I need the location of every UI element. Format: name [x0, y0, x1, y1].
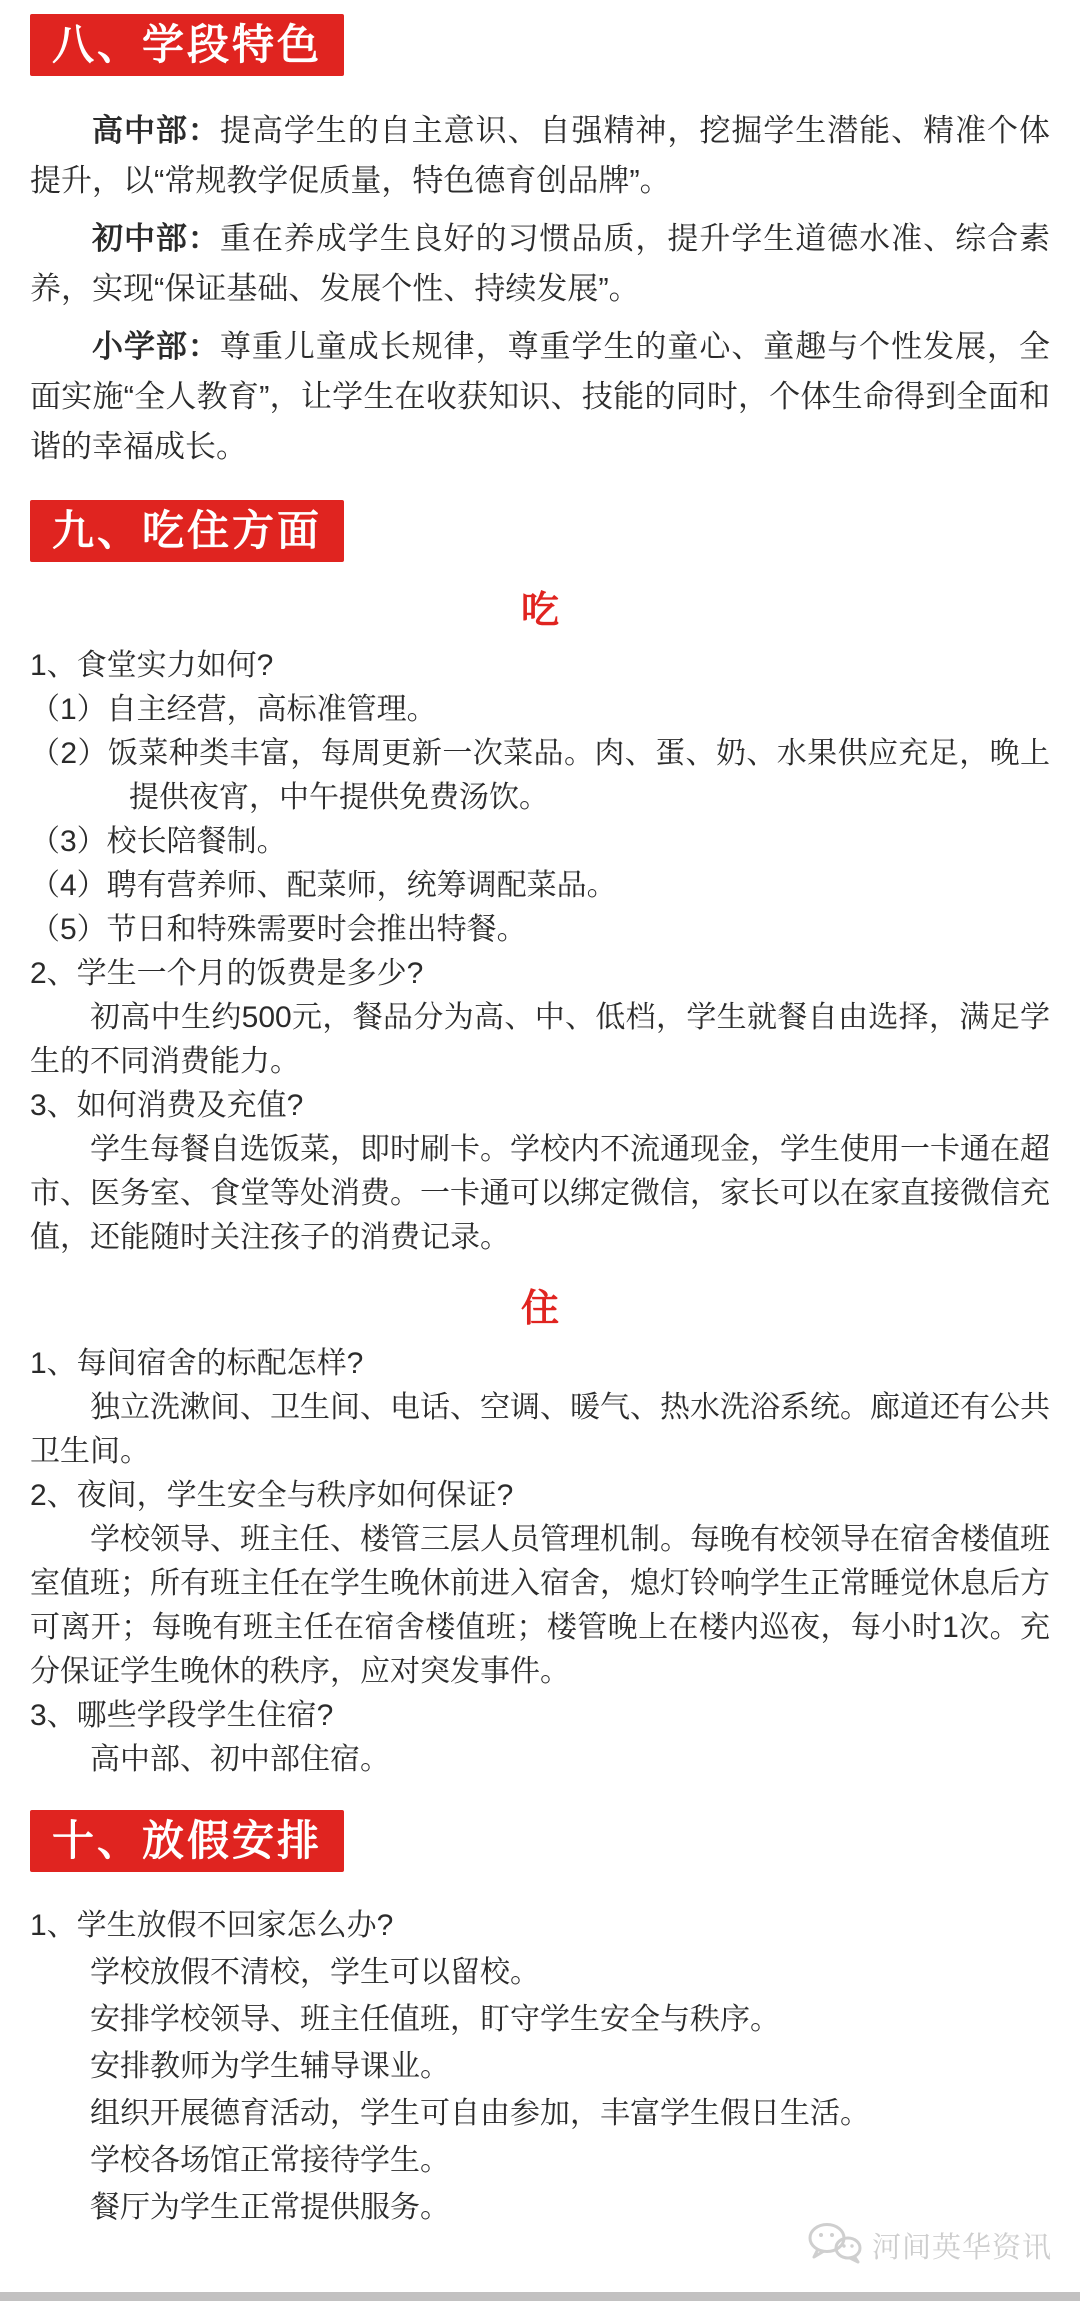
list-item-line: （2）饭菜种类丰富，每周更新一次菜品。肉、蛋、奶、水果供应充足，晚上提供夜宵，中午提供免费汤饮。 — [30, 737, 1050, 814]
question-line: 1、食堂实力如何? — [30, 649, 274, 682]
paragraph-lead: 小学部： — [92, 329, 220, 364]
paragraph: 高中部：提高学生的自主意识、自强精神，挖掘学生潜能、精准个体提升，以“常规教学促质量，特色德育创品牌”。 — [30, 113, 1051, 198]
section-banner-row — [30, 1810, 1050, 1872]
section-body — [30, 1902, 1050, 2231]
footer-divider-bar — [0, 2292, 1080, 2301]
section-banner: 九、吃住方面 — [30, 500, 344, 562]
question-line: 3、如何消费及充值? — [30, 1089, 304, 1122]
list-item-line: （1）自主经营，高标准管理。 — [30, 693, 437, 726]
question-line: 3、哪些学段学生住宿? — [30, 1699, 334, 1732]
list-item-line: （5）节日和特殊需要时会推出特餐。 — [30, 913, 527, 946]
paragraph: 初中部：重在养成学生良好的习惯品质，提升学生道德水准、综合素养，实现“保证基础、发展个性、持续发展”。 — [30, 221, 1051, 306]
section-body — [30, 588, 1050, 1782]
subsection-heading: 住 — [520, 1288, 559, 1330]
document-content — [30, 14, 1050, 2231]
question-line: 2、学生一个月的饭费是多少? — [30, 957, 424, 990]
question-line: 1、每间宿舍的标配怎样? — [30, 1347, 364, 1380]
watermark — [806, 2220, 1052, 2271]
section-body — [30, 106, 1050, 472]
answer-paragraph: 独立洗漱间、卫生间、电话、空调、暖气、热水洗浴系统。廊道还有公共卫生间。 — [30, 1391, 1050, 1468]
paragraph: 小学部：尊重儿童成长规律，尊重学生的童心、童趣与个性发展，全面实施“全人教育”，让学生在收获知识、技能的同时，个体生命得到全面和谐的幸福成长。 — [30, 329, 1051, 464]
wechat-icon — [806, 2220, 864, 2271]
section-banner-row — [30, 14, 1050, 76]
answer-paragraph: 组织开展德育活动，学生可自由参加，丰富学生假日生活。 — [90, 2097, 870, 2130]
paragraph-lead: 初中部： — [92, 221, 220, 256]
answer-paragraph: 餐厅为学生正常提供服务。 — [90, 2191, 450, 2224]
answer-paragraph: 学生每餐自选饭菜，即时刷卡。学校内不流通现金，学生使用一卡通在超市、医务室、食堂等处消费。一卡通可以绑定微信，家长可以在家直接微信充值，还能随时关注孩子的消费记录。 — [30, 1133, 1050, 1254]
list-item-line: （4）聘有营养师、配菜师，统筹调配菜品。 — [30, 869, 617, 902]
answer-paragraph: 高中部、初中部住宿。 — [90, 1743, 390, 1776]
subsection-heading: 吃 — [520, 590, 559, 632]
section-banner: 十、放假安排 — [30, 1810, 344, 1872]
answer-paragraph: 初高中生约500元，餐品分为高、中、低档，学生就餐自由选择，满足学生的不同消费能力。 — [30, 1001, 1050, 1078]
watermark-text: 河间英华资讯 — [871, 2232, 1052, 2264]
question-line: 2、夜间，学生安全与秩序如何保证? — [30, 1479, 514, 1512]
question-line: 1、学生放假不回家怎么办? — [30, 1909, 394, 1942]
section-banner: 八、学段特色 — [30, 14, 344, 76]
paragraph-lead: 高中部： — [92, 113, 220, 148]
answer-paragraph: 安排学校领导、班主任值班，盯守学生安全与秩序。 — [90, 2003, 780, 2036]
list-item-line: （3）校长陪餐制。 — [30, 825, 287, 858]
section-banner-row — [30, 500, 1050, 562]
answer-paragraph: 安排教师为学生辅导课业。 — [90, 2050, 450, 2083]
answer-paragraph: 学校放假不清校，学生可以留校。 — [90, 1956, 540, 1989]
answer-paragraph: 学校领导、班主任、楼管三层人员管理机制。每晚有校领导在宿舍楼值班室值班；所有班主任在学生晚休前进入宿舍，熄灯铃响学生正常睡觉休息后方可离开；每晚有班主任在宿舍楼值班；楼管晚上在楼内巡夜，每小时1次。充分保证学生晚休的秩序，应对突发事件。 — [30, 1523, 1050, 1688]
answer-paragraph: 学校各场馆正常接待学生。 — [90, 2144, 450, 2177]
